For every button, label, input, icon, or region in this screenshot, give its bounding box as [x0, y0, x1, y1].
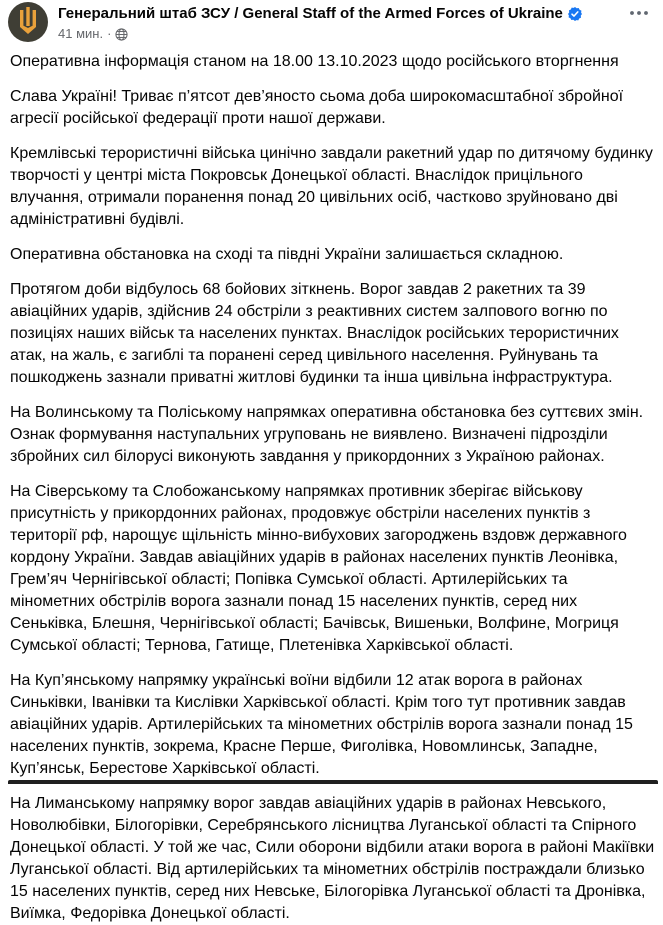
post-meta-row: [58, 26, 627, 42]
post-paragraph: Оперативна обстановка на сході та півдні України залишається складною.: [10, 246, 564, 263]
post-paragraph: На Куп’янському напрямку українські воїни відбили 12 атак ворога в районах Синьківки, Іванівки та Кислівки Харківської області. Крім того тут противник завдав авіаційних ударів. Артилерійських та мінометних обстрілів ворога зазнали понад 15 населених пунктів, зокрема, Красне Перше, Фиголівка, Новомлинськ, Западне, Куп’янськ, Берестове Харківської області.: [10, 672, 633, 777]
page-name-row: [58, 4, 627, 24]
ukraine-trident-icon: [16, 7, 40, 37]
verified-badge-icon: [568, 7, 582, 21]
post-paragraph: Слава Україні! Триває п’ятсот дев’яносто сьома доба широкомасштабної збройної агресії російської федерації проти нашої держави.: [10, 88, 624, 127]
post-paragraph: Оперативна інформація станом на 18.00 13.10.2023 щодо російського вторгнення: [10, 53, 619, 70]
page-name-link[interactable]: Генеральний штаб ЗСУ / General Staff of the Armed Forces of Ukraine: [58, 5, 563, 22]
ellipsis-icon: [629, 10, 649, 16]
post-body-text: [0, 42, 663, 925]
post-paragraph: Кремлівські терористичні війська цинічно завдали ракетний удар по дитячому будинку творчості у центрі міста Покровськ Донецької області. Внаслідок прицільного влучання, отримали поранення понад 20 цивільних осіб, частково зруйновано дві адміністративні будівлі.: [10, 145, 653, 228]
post-header: [0, 0, 663, 42]
page-avatar[interactable]: [8, 2, 48, 42]
globe-privacy-icon: [115, 28, 128, 41]
post-attachment-top-edge[interactable]: [8, 780, 658, 784]
post-paragraph: На Лиманському напрямку ворог завдав авіаційних ударів в районах Невського, Новолюбівки, Білогорівки, Серебрянського лісництва Луганської області та Спірного Донецької області. У той же час, Сили оборони відбили атаки ворога в районі Макіївки Луганської області. Від артилерійських та мінометних обстрілів постраждали близько 15 населених пунктів, серед них Невське, Білогорівка Луганської області та Дронівка, Виїмка, Федорівка Донецької області.: [10, 795, 655, 922]
header-text: [58, 2, 627, 42]
post-paragraph: На Волинському та Поліському напрямках оперативна обстановка без суттєвих змін. Ознак формування наступальних угруповань не виявлено. Визначені підрозділи збройних сил білорусі виконують завдання у прикордонних з Україною районах.: [10, 404, 644, 465]
post-paragraph: На Сіверському та Слобожанському напрямках противник зберігає військову присутність у прикордонних районах, продовжує обстріли населених пунктів з території рф, нарощує щільність мінно-вибухових загороджень вздовж державного кордону України. Завдав авіаційних ударів в районах населених пунктів Леонівка, Грем’яч Чернігівської області; Попівка Сумської області. Артилерійських та мінометних обстрілів ворога зазнали понад 15 населених пунктів, серед них Сеньківка, Блешня, Чернігівської області; Бачівськ, Вишеньки, Волфине, Могриця Сумської області; Тернова, Гатище, Плетенівка Харківської області.: [10, 483, 627, 654]
post-paragraph: Протягом доби відбулось 68 бойових зіткнень. Ворог завдав 2 ракетних та 39 авіаційних ударів, здійснив 24 обстріли з реактивних систем залпового вогню по позиціях наших військ та населених пунктах. Внаслідок російських терористичних атак, на жаль, є загиблі та поранені серед цивільного населення. Руйнувань та пошкоджень зазнали приватні житлові будинки та інша цивільна інфраструктура.: [10, 281, 619, 386]
meta-separator: ·: [107, 26, 112, 41]
post-timestamp[interactable]: 41 мин.: [58, 26, 104, 41]
post-menu-button[interactable]: [627, 2, 651, 18]
